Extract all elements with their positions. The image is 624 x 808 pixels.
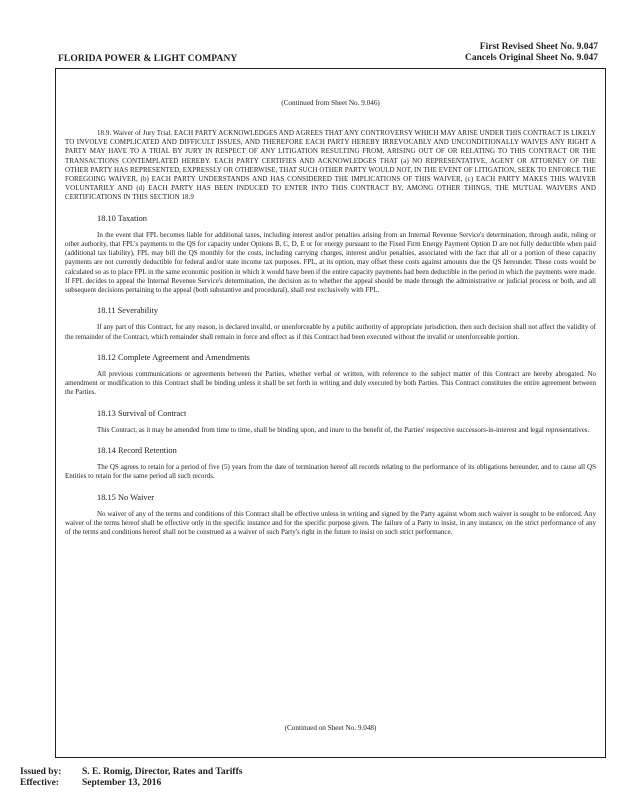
company-name: FLORIDA POWER & LIGHT COMPANY — [58, 54, 238, 64]
section-18-12-text: All previous communications or agreements between the Parties, whether verbal or written, with reference to the subject matter of this Contract are hereby abrogated. No amendment or modification to this Contract shall be binding unless it shall be set forth in writing and duly executed by both Parties. This Contract constitutes the entire agreement between the Parties. — [65, 370, 596, 397]
sheet-footer — [20, 767, 242, 789]
sheet-number: First Revised Sheet No. 9.047 — [479, 42, 598, 52]
continued-on-note: (Continued on Sheet No. 9.048) — [284, 724, 377, 732]
section-18-10-text: In the event that FPL becomes liable for additional taxes, including interest and/or penalties arising from an Internal Revenue Service's determination, through audit, ruling or other authority, that FPL's payments to the QS for capacity under Options B, C, D, E or for energy pursuant to the Fixed Firm Energy Payment Option D are not fully deductible when paid (additional tax liability), FPL may bill the QS monthly for the costs, including carrying charges, interest and/or penalties, associated with the fact that all or a portion of these capacity payments are not currently deductible for federal and/or state income tax purposes. FPL, at its option, may offset these costs against amounts due the QS hereunder. These costs would be calculated so as to place FPL in the same economic position in which it would have been if the entire capacity payments had been deductible in the period in which the payments were made. If FPL decides to appeal the Internal Revenue Service's determination, the decision as to whether the appeal should be made through the administrative or judicial process or both, and all subsequent decisions pertaining to the appeal (both substantive and procedural), shall rest exclusively with FPL. — [65, 230, 596, 295]
effective-line — [20, 778, 242, 789]
issued-by-label: Issued by: — [20, 767, 62, 777]
section-18-11-text: If any part of this Contract, for any reason, is declared invalid, or unenforceable by a public authority of appropriate jurisdiction, then such decision shall not affect the validity of the remainder of the Contract, which remainder shall remain in force and effect as if this Contract had been executed without the invalid or unenforceable portion. — [65, 323, 596, 341]
continued-from-note: (Continued from Sheet No. 9.046) — [281, 99, 380, 107]
section-18-11-heading: 18.11 Severability — [97, 306, 159, 316]
section-18-15-heading: 18.15 No Waiver — [97, 492, 155, 502]
section-18-10-heading: 18.10 Taxation — [97, 213, 147, 223]
issued-by-value: S. E. Romig, Director, Rates and Tariffs — [82, 767, 243, 777]
cancels-sheet-number: Cancels Original Sheet No. 9.047 — [465, 53, 598, 63]
section-18-13-heading: 18.13 Survival of Contract — [97, 408, 187, 418]
document-body — [65, 129, 596, 538]
section-18-14-heading: 18.14 Record Retention — [97, 446, 177, 456]
section-18-13-text: This Contract, as it may be amended from time to time, shall be binding upon, and inure to the benefit of, the Parties' respective successors-in-interest and legal representatives. — [97, 425, 590, 434]
section-18-12-heading: 18.12 Complete Agreement and Amendments — [97, 352, 250, 362]
section-18-14-text: The QS agrees to retain for a period of five (5) years from the date of termination hereof all records relating to the performance of its obligations hereunder, and to cause all QS Entities to retain for the same period all such records. — [65, 463, 596, 481]
effective-label: Effective: — [20, 778, 60, 788]
section-18-15-text: No waiver of any of the terms and conditions of this Contract shall be effective unless in writing and signed by the Party against whom such waiver is sought to be enforced. Any waiver of the terms hereof shall be effective only in the specific instance and for the specific purpose given. The failure of a Party to insist, in any instance, on the strict performance of any of the terms and conditions hereof shall not be construed as a waiver of such Party's right in the future to insist on such strict performance. — [65, 509, 596, 537]
sheet-header — [465, 42, 598, 64]
effective-date: September 13, 2016 — [82, 778, 162, 788]
tariff-sheet-frame — [55, 68, 606, 758]
section-18-9-text: 18.9. Waiver of Jury Trial. EACH PARTY ACKNOWLEDGES AND AGREES THAT ANY CONTROVERSY WHICH MAY ARISE UNDER THIS CONTRACT IS LIKELY TO INVOLVE COMPLICATED AND DIFFICULT ISSUES, AND THEREFORE EACH PARTY HEREBY IRREVOCABLY AND UNCONDITIONALLY WAIVES ANY RIGHT A PARTY MAY HAVE TO A TRIAL BY JURY IN RESPECT OF ANY LITIGATION RESULTING FROM, ARISING OUT OF OR RELATING TO THIS CONTRACT OR THE TRANSACTIONS CONTEMPLATED HEREBY. EACH PARTY CERTIFIES AND ACKNOWLEDGES THAT (a) NO REPRESENTATIVE, AGENT OR ATTORNEY OF THE OTHER PARTY HAS REPRESENTED, EXPRESSLY OR OTHERWISE, THAT SUCH OTHER PARTY WOULD NOT, IN THE EVENT OF LITIGATION, SEEK TO ENFORCE THE FOREGOING WAIVER, (b) EACH PARTY UNDERSTANDS AND HAS CONSIDERED THE IMPLICATIONS OF THIS WAIVER, (c) EACH PARTY MAKES THIS WAIVER VOLUNTARILY AND (d) EACH PARTY HAS BEEN INDUCED TO ENTER INTO THIS CONTRACT BY, AMONG OTHER THINGS, THE MUTUAL WAIVERS AND CERTIFICATIONS IN THIS SECTION 18.9 — [65, 129, 596, 202]
issued-by-line — [20, 767, 242, 778]
